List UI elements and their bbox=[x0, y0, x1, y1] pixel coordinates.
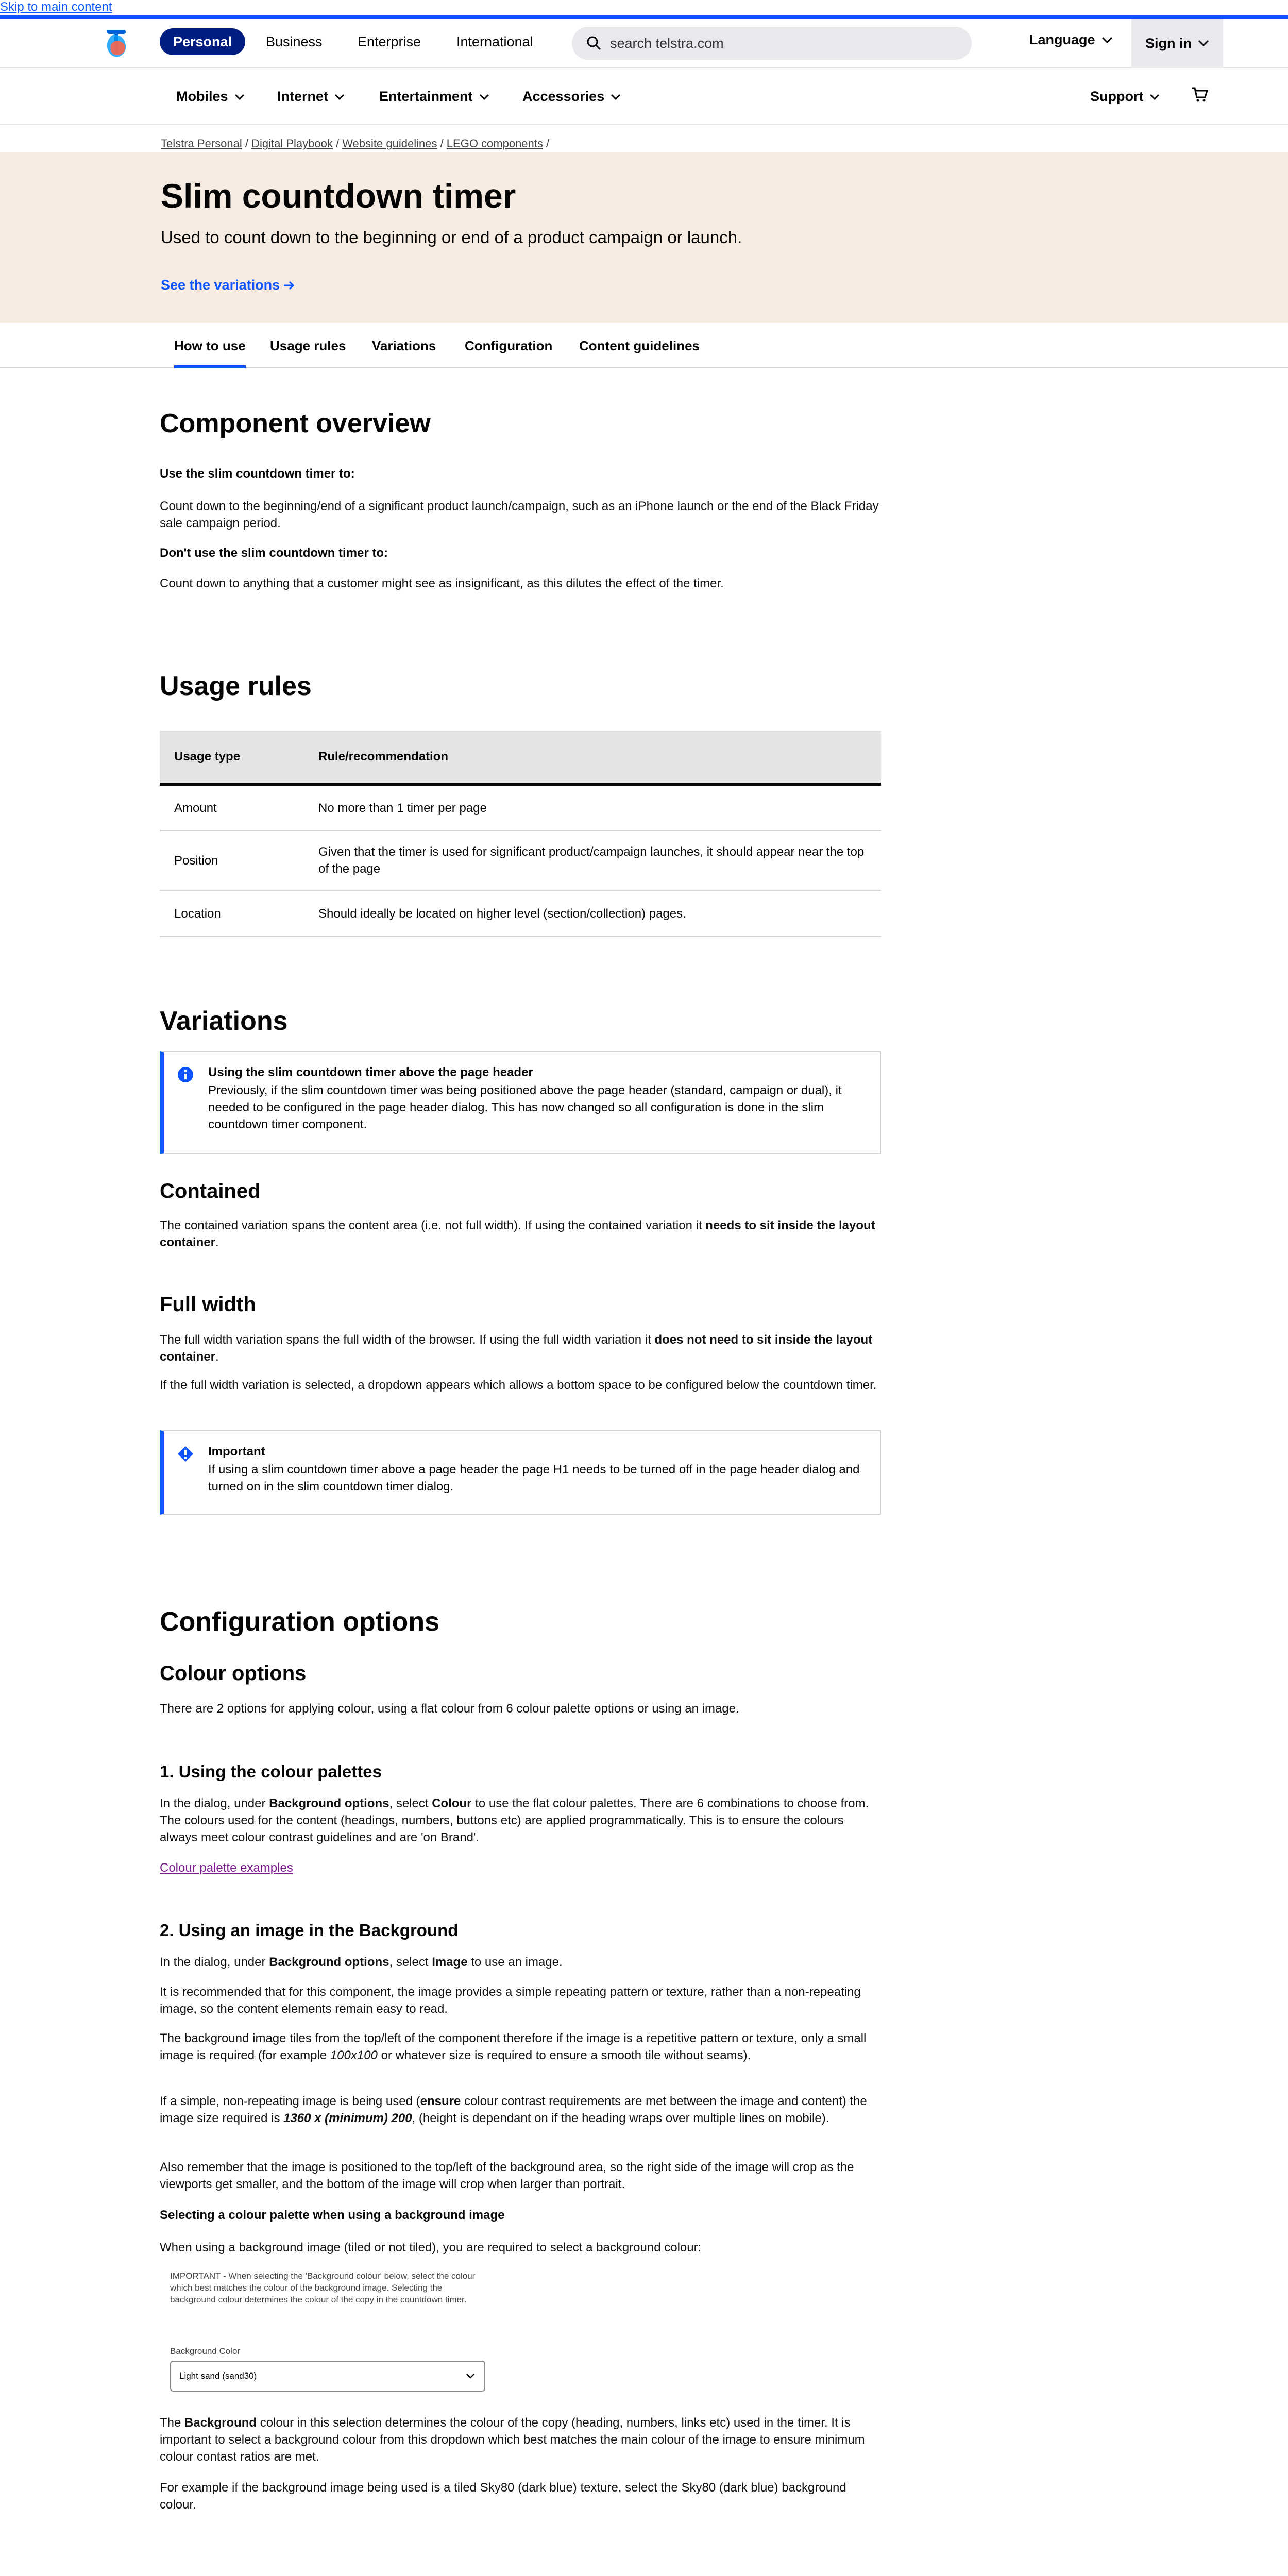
notification-body: Previously, if the slim countdown timer was being positioned above the page header (standard, campaign or dual), it needed to be configured in the page header dialog. This has now changed so all configuration is done in the slim countdown timer component. bbox=[208, 1083, 842, 1131]
nav-accessories[interactable] bbox=[522, 89, 621, 105]
table-row bbox=[160, 784, 881, 831]
image-heading: 2. Using an image in the Background bbox=[160, 1921, 459, 1940]
table-cell: Location bbox=[160, 890, 304, 937]
see-variations-label: See the variations bbox=[161, 277, 280, 293]
chevron-down-icon bbox=[234, 94, 245, 100]
usage-table bbox=[160, 731, 881, 937]
usage-heading: Usage rules bbox=[160, 671, 312, 701]
colour-options-intro: There are 2 options for applying colour, using a flat colour from 6 colour palette options or using an image. bbox=[160, 1702, 739, 1716]
select-value: Light sand (sand30) bbox=[179, 2371, 257, 2381]
dont-text: Count down to anything that a customer might see as insignificant, as this dilutes the effect of the timer. bbox=[160, 577, 724, 590]
search-input[interactable] bbox=[572, 27, 972, 60]
cart-icon[interactable] bbox=[1191, 87, 1209, 103]
nav-label: Mobiles bbox=[176, 89, 228, 104]
image-text-5: Also remember that the image is positioned to the top/left of the background area, so the right side of the image will crop as the viewports get smaller, and the bottom of the image will crop when larger than portrait. bbox=[160, 2160, 854, 2191]
nav-label: Support bbox=[1090, 89, 1144, 104]
tab-usage-rules[interactable]: Usage rules bbox=[270, 338, 346, 353]
notification-body: If using a slim countdown timer above a page header the page H1 needs to be turned off in the page header dialog and turned on in the slim countdown timer dialog. bbox=[208, 1463, 860, 1494]
variations-heading: Variations bbox=[160, 1006, 288, 1036]
breadcrumb-link[interactable]: LEGO components bbox=[446, 137, 543, 150]
arrow-right-icon bbox=[283, 281, 295, 290]
segment-enterprise[interactable]: Enterprise bbox=[358, 34, 421, 49]
page-hero bbox=[0, 152, 1288, 323]
dialog-screenshot bbox=[164, 2270, 496, 2397]
important-notification bbox=[160, 1430, 881, 1515]
segment-international[interactable]: International bbox=[456, 34, 533, 49]
search-placeholder: search telstra.com bbox=[610, 35, 724, 51]
table-row bbox=[160, 890, 881, 937]
tab-content-guidelines[interactable]: Content guidelines bbox=[579, 338, 700, 353]
background-color-select bbox=[170, 2361, 485, 2392]
chevron-down-icon bbox=[611, 94, 621, 100]
segment-personal[interactable]: Personal bbox=[160, 28, 245, 55]
breadcrumb-link[interactable]: Telstra Personal bbox=[161, 137, 242, 150]
notification-title: Important bbox=[208, 1445, 265, 1459]
chevron-down-icon bbox=[1101, 37, 1113, 44]
nav-internet[interactable] bbox=[277, 89, 345, 105]
page-title: Slim countdown timer bbox=[161, 177, 516, 215]
full-width-heading: Full width bbox=[160, 1293, 256, 1316]
segment-business[interactable]: Business bbox=[266, 34, 323, 49]
nav-support[interactable] bbox=[1090, 89, 1160, 105]
see-variations-link[interactable] bbox=[161, 277, 295, 293]
full-width-dropdown-text: If the full width variation is selected, a dropdown appears which allows a bottom space to be configured below the countdown timer. bbox=[160, 1378, 877, 1392]
important-icon bbox=[177, 1446, 194, 1462]
full-width-text: The full width variation spans the full width of the browser. If using the full width variation it does not need to sit inside the layout container. bbox=[160, 1333, 873, 1364]
screenshot-label: Background Color bbox=[170, 2346, 241, 2356]
colour-options-heading: Colour options bbox=[160, 1662, 307, 1685]
dont-label: Don't use the slim countdown timer to: bbox=[160, 546, 388, 560]
select-palette-text: When using a background image (tiled or not tiled), you are required to select a background colour: bbox=[160, 2241, 702, 2255]
sign-in-button[interactable] bbox=[1131, 19, 1223, 68]
column-header: Rule/recommendation bbox=[304, 731, 881, 784]
column-header: Usage type bbox=[160, 731, 304, 784]
nav-label: Accessories bbox=[522, 89, 605, 104]
background-colour-text: The Background colour in this selection determines the colour of the copy (heading, numbers, links etc) used in the timer. It is important to select a background colour from this dropdown which best matches the main colour of the image to ensure minimum colour contast ratios are met. bbox=[160, 2416, 865, 2464]
info-notification bbox=[160, 1051, 881, 1154]
sign-in-label: Sign in bbox=[1145, 35, 1192, 51]
use-text: Count down to the beginning/end of a significant product launch/campaign, such as an iPhone launch or the end of the Black Friday sale campaign period. bbox=[160, 499, 879, 530]
contained-text: The contained variation spans the content area (i.e. not full width). If using the contained variation it needs to sit inside the layout container. bbox=[160, 1218, 875, 1249]
telstra-logo-icon[interactable] bbox=[101, 27, 130, 60]
select-palette-label: Selecting a colour palette when using a background image bbox=[160, 2208, 505, 2222]
tab-variations[interactable]: Variations bbox=[372, 338, 436, 353]
table-row bbox=[160, 831, 881, 890]
chevron-down-icon bbox=[466, 2373, 475, 2379]
overview-heading: Component overview bbox=[160, 409, 431, 438]
chevron-down-icon bbox=[1198, 40, 1209, 47]
contained-heading: Contained bbox=[160, 1180, 261, 1202]
search-icon bbox=[586, 36, 602, 51]
notification-title: Using the slim countdown timer above the page header bbox=[208, 1065, 533, 1079]
table-header-row bbox=[160, 731, 881, 784]
palettes-heading: 1. Using the colour palettes bbox=[160, 1762, 382, 1781]
nav-label: Internet bbox=[277, 89, 329, 104]
breadcrumb: Telstra Personal / Digital Playbook / Website guidelines / LEGO components / bbox=[161, 137, 550, 150]
skip-link[interactable]: Skip to main content bbox=[0, 0, 112, 14]
palettes-text: In the dialog, under Background options, select Colour to use the flat colour palettes. There are 6 combinations to choose from. The colours used for the content (headings, numbers, buttons etc) are applied programmatically. This is to ensure the colours always meet colour contrast guidelines and are 'on Brand'. bbox=[160, 1797, 869, 1844]
breadcrumb-link[interactable]: Digital Playbook bbox=[251, 137, 333, 150]
screenshot-text: IMPORTANT - When selecting the 'Background colour' below, select the colour which best matches the colour of the background image. Selecting the background colour determines the colour of the copy in the countdown timer. bbox=[170, 2271, 476, 2304]
use-label: Use the slim countdown timer to: bbox=[160, 467, 355, 481]
nav-mobiles[interactable] bbox=[176, 89, 245, 105]
table-cell: Position bbox=[160, 831, 304, 890]
table-cell: Should ideally be located on higher level (section/collection) pages. bbox=[304, 890, 881, 937]
image-text-2: It is recommended that for this component, the image provides a simple repeating pattern or texture, rather than a non-repeating image, so the content elements remain easy to read. bbox=[160, 1985, 861, 2016]
example-text: For example if the background image being used is a tiled Sky80 (dark blue) texture, select the Sky80 (dark blue) background colour. bbox=[160, 2481, 846, 2512]
image-text-1: In the dialog, under Background options, select Image to use an image. bbox=[160, 1955, 563, 1969]
in-page-tabs bbox=[0, 323, 1288, 368]
breadcrumb-link[interactable]: Website guidelines bbox=[342, 137, 437, 150]
chevron-down-icon bbox=[1149, 94, 1160, 100]
info-icon bbox=[177, 1066, 194, 1083]
tab-configuration[interactable]: Configuration bbox=[465, 338, 553, 353]
language-selector[interactable] bbox=[1029, 32, 1113, 48]
chevron-down-icon bbox=[334, 94, 345, 100]
nav-entertainment[interactable] bbox=[379, 89, 489, 105]
language-label: Language bbox=[1029, 32, 1095, 47]
nav-label: Entertainment bbox=[379, 89, 473, 104]
colour-palette-link[interactable]: Colour palette examples bbox=[160, 1861, 293, 1875]
tab-how-to-use[interactable]: How to use bbox=[174, 338, 246, 368]
image-text-4: If a simple, non-repeating image is being used (ensure colour contrast requirements are met between the image and content) the image size required is 1360 x (minimum) 200, (height is dependant on if the heading wraps over multiple lines on mobile). bbox=[160, 2094, 867, 2125]
table-cell: Given that the timer is used for significant product/campaign launches, it should appear near the top of the page bbox=[304, 831, 881, 890]
configuration-heading: Configuration options bbox=[160, 1607, 440, 1637]
page-subtitle: Used to count down to the beginning or end of a product campaign or launch. bbox=[161, 228, 742, 247]
table-cell: No more than 1 timer per page bbox=[304, 784, 881, 831]
table-cell: Amount bbox=[160, 784, 304, 831]
chevron-down-icon bbox=[479, 94, 489, 100]
image-text-3: The background image tiles from the top/left of the component therefore if the image is a repetitive pattern or texture, only a small image is required (for example 100x100 or whatever size is required to ensure a smooth tile without seams). bbox=[160, 2031, 867, 2062]
